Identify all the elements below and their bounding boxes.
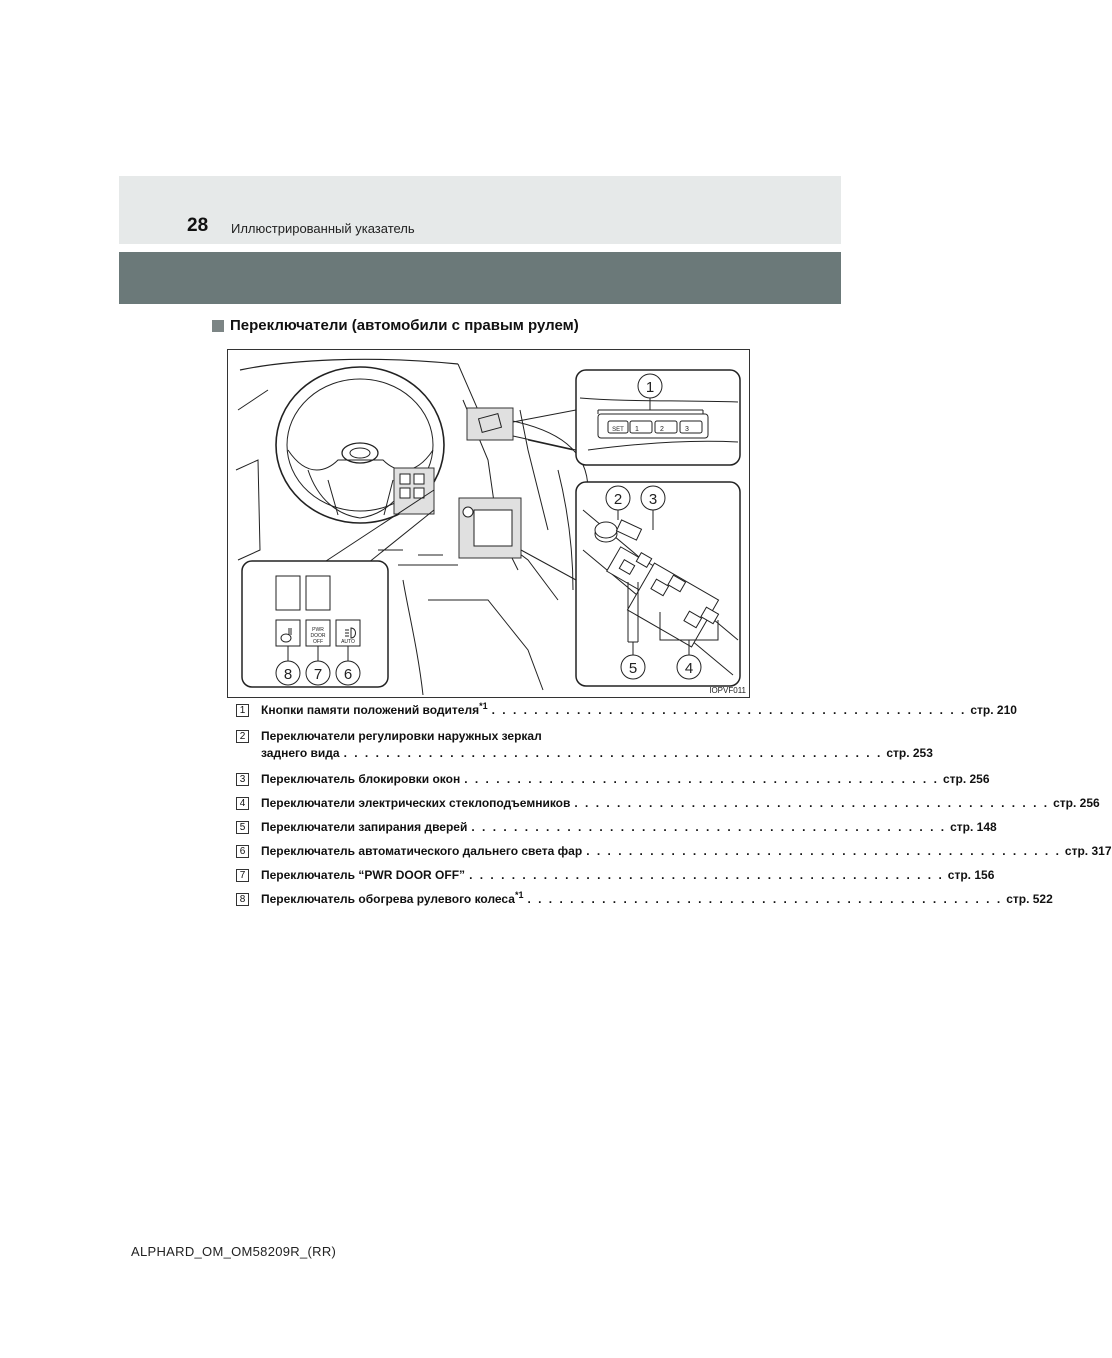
item-number: 1 [236,704,249,717]
item-number: 8 [236,893,249,906]
item-number: 3 [236,773,249,786]
callout-6: 6 [343,666,353,683]
figure-code: IOPVF011 [709,686,746,695]
item-label: Переключатель обогрева рулевого колеса [261,892,515,906]
pwr-label-line2: DOOR [310,633,326,639]
callout-1: 1 [645,379,655,396]
item-label: Переключатели электрических стеклоподъемников [261,796,571,810]
section-title: Иллюстрированный указатель [231,221,415,236]
item-number: 7 [236,869,249,882]
item-label-line1: Переключатели регулировки наружных зеркал [261,729,542,743]
callout-4: 4 [684,660,694,677]
item-page-ref[interactable]: стр. 148 [950,820,997,834]
memory-1-label: 1 [635,426,639,433]
item-label: Переключатели запирания дверей [261,820,468,834]
item-number: 4 [236,797,249,810]
item-label: Переключатель “PWR DOOR OFF” [261,868,466,882]
auto-label: AUTO [341,639,355,645]
item-label: заднего вида [261,746,340,760]
item-page-ref[interactable]: стр. 256 [1053,796,1100,810]
pwr-label-line3: OFF [313,639,323,645]
callout-2: 2 [613,491,623,508]
memory-3-label: 3 [685,426,689,433]
item-number: 5 [236,821,249,834]
callout-7: 7 [313,666,323,683]
item-page-ref[interactable]: стр. 210 [970,703,1017,717]
callout-8: 8 [283,666,293,683]
item-label: Переключатель автоматического дальнего света фар [261,844,583,858]
subsection-marker-icon [212,320,224,332]
item-label: Переключатель блокировки окон [261,772,461,786]
item-page-ref[interactable]: стр. 317 [1064,844,1112,858]
section-banner [119,252,841,304]
item-page-ref[interactable]: стр. 522 [1006,892,1053,906]
item-page-ref[interactable]: стр. 256 [942,772,990,786]
memory-set-label: SET [612,427,624,433]
document-footer: ALPHARD_OM_OM58209R_(RR) [131,1244,337,1259]
item-number: 6 [236,845,249,858]
item-footnote: *1 [514,890,524,900]
item-footnote: *1 [479,701,488,711]
item-number: 2 [236,730,249,743]
callout-3: 3 [648,491,658,508]
subsection-title: Переключатели (автомобили с правым рулем) [230,317,579,334]
item-page-ref[interactable]: стр. 253 [886,746,933,760]
item-page-ref[interactable]: стр. 156 [947,868,995,882]
switches-illustration [227,349,750,698]
memory-2-label: 2 [660,426,664,433]
page-number: 28 [187,215,209,236]
callout-5: 5 [628,660,638,677]
pwr-label-line1: PWR [312,627,324,633]
item-label: Кнопки памяти положений водителя [261,703,480,717]
header-band [119,176,841,244]
